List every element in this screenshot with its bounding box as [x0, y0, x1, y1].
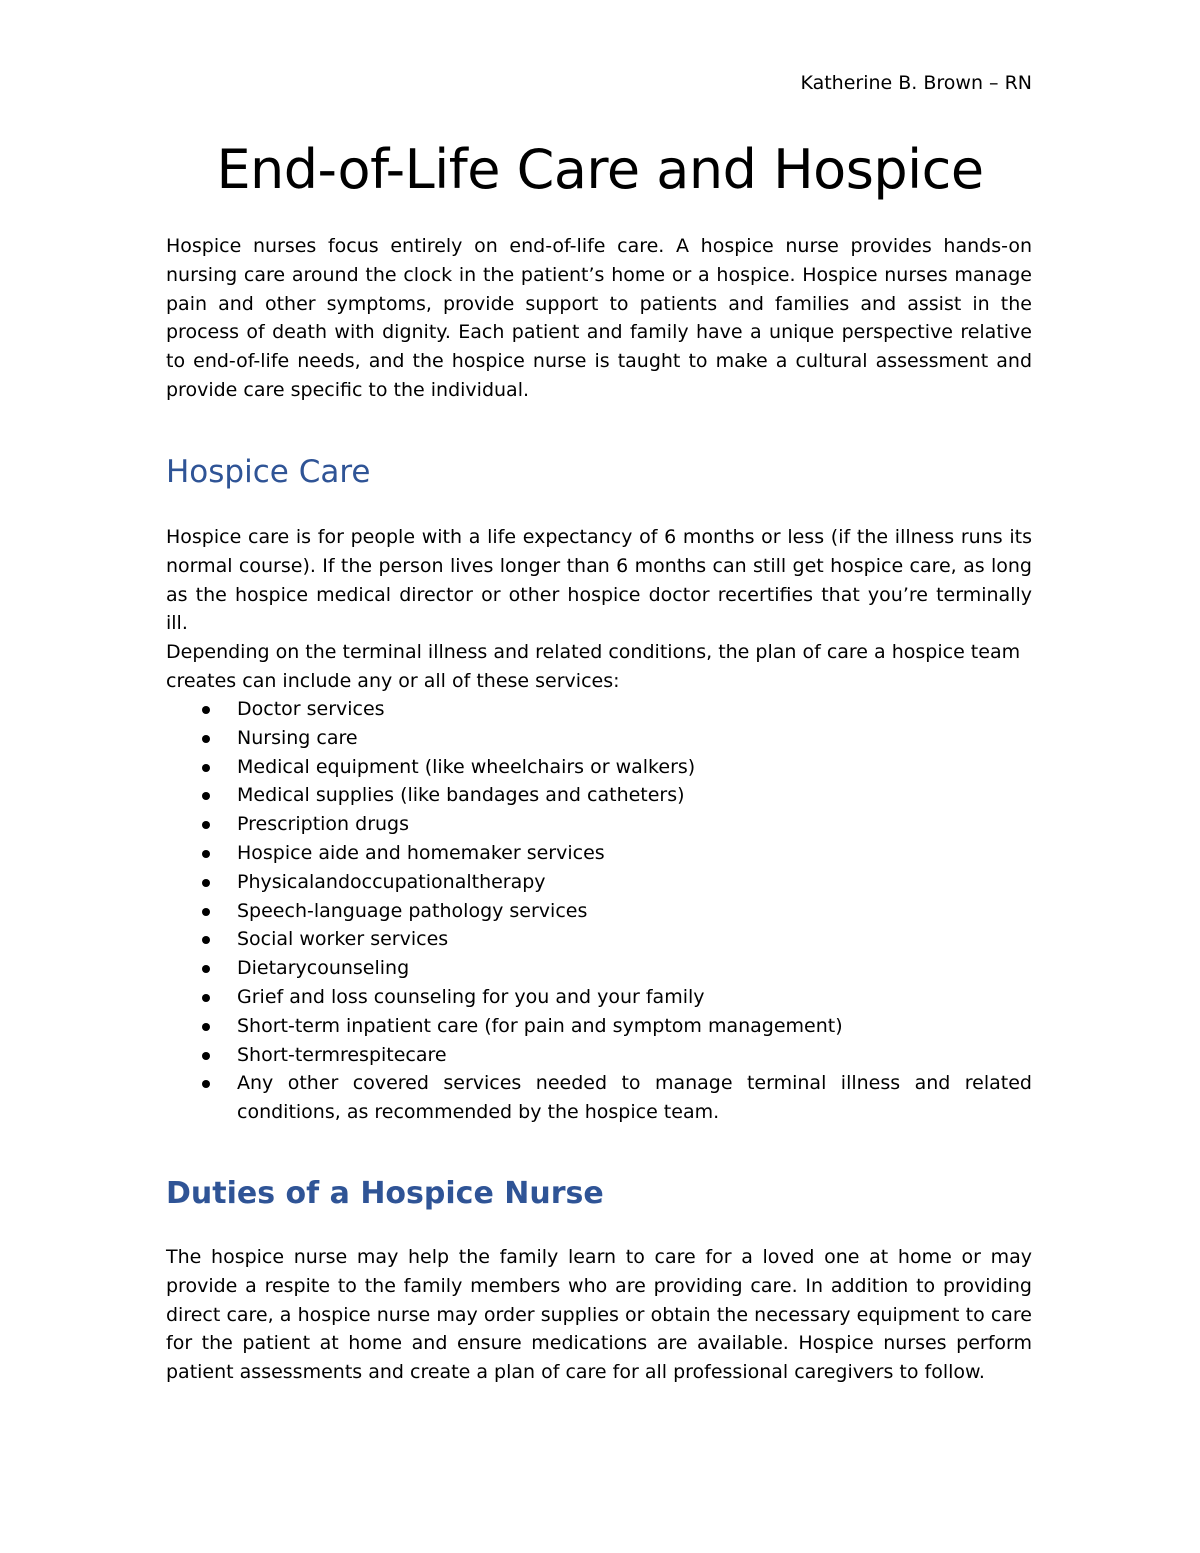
list-item [166, 1069, 1032, 1127]
hospice-care-paragraph-2: Depending on the terminal illness and related conditions, the plan of care a hospice team creates can include any or all of these services: [166, 641, 1021, 692]
duties-paragraph: The hospice nurse may help the family learn to care for a loved one at home or may provide a respite to the family members who are providing care. In addition to providing direct care, a hospice nurse may order supplies or obtain the necessary equipment to care for the patient at home and ensure medications are available. Hospice nurses perform patient assessments and create a plan of care for all professional caregivers to follow. [166, 1246, 1032, 1384]
list-item-text: Short-termrespitecare [237, 1043, 447, 1066]
bullet-icon [202, 879, 210, 887]
list-item [166, 868, 1032, 897]
bullet-icon [202, 792, 210, 800]
list-item-text: Doctor services [237, 698, 385, 720]
bullet-icon [202, 1080, 210, 1088]
list-item-text: Physicalandoccupationaltherapy [237, 870, 546, 893]
bullet-icon [202, 735, 210, 743]
hospice-care-paragraph-1: Hospice care is for people with a life expectancy of 6 months or less (if the illness runs its normal course). If the person lives longer than 6 months can still get hospice care, as long as the hospice medical director or other hospice doctor recertifies that you’re terminally ill. [166, 526, 1032, 635]
list-item [166, 925, 1032, 954]
list-item [166, 897, 1032, 926]
hospice-care-heading: Hospice Care [166, 454, 371, 490]
bullet-icon [202, 936, 210, 944]
list-item [166, 724, 1032, 753]
bullet-icon [202, 850, 210, 858]
list-item-text: Dietarycounseling [237, 957, 410, 980]
bullet-icon [202, 821, 210, 829]
list-item-text: Grief and loss counseling for you and your family [237, 985, 705, 1008]
list-item-text: Nursing care [237, 726, 358, 749]
bullet-icon [202, 1052, 210, 1060]
list-item-text: Any other covered services needed to manage terminal illness and related conditions, as recommended by the hospice team. [237, 1072, 1032, 1124]
intro-paragraph: Hospice nurses focus entirely on end-of-life care. A hospice nurse provides hands-on nursing care around the clock in the patient’s home or a hospice. Hospice nurses manage pain and other symptoms, provide support to patients and families and assist in the process of death with dignity. Each patient and family have a unique perspective relative to end-of-life needs, and the hospice nurse is taught to make a cultural assessment and provide care specific to the individual. [166, 235, 1032, 401]
list-item-text: Medical supplies (like bandages and catheters) [237, 784, 685, 807]
list-item [166, 781, 1032, 810]
list-item [166, 810, 1032, 839]
header-author: Katherine B. Brown – RN [800, 72, 1032, 94]
bullet-icon [202, 994, 210, 1002]
bullet-icon [202, 1023, 210, 1031]
list-item [166, 839, 1032, 868]
list-item [166, 1041, 1032, 1070]
list-item-text: Speech-language pathology services [237, 899, 588, 922]
bullet-icon [202, 965, 210, 973]
bullet-icon [202, 764, 210, 772]
list-item-text: Social worker services [237, 928, 449, 951]
list-item-text: Medical equipment (like wheelchairs or walkers) [237, 755, 696, 778]
services-list [166, 695, 1032, 1127]
list-item-text: Short-term inpatient care (for pain and symptom management) [237, 1014, 843, 1037]
bullet-icon [202, 908, 210, 916]
bullet-icon [202, 706, 210, 714]
duties-heading: Duties of a Hospice Nurse [166, 1176, 604, 1211]
list-item [166, 954, 1032, 983]
list-item-text: Hospice aide and homemaker services [237, 841, 605, 864]
list-item [166, 695, 1032, 724]
document-title: End-of-Life Care and Hospice [216, 138, 984, 201]
list-item [166, 1012, 1032, 1041]
list-item [166, 983, 1032, 1012]
list-item-text: Prescription drugs [237, 813, 410, 836]
list-item [166, 753, 1032, 782]
